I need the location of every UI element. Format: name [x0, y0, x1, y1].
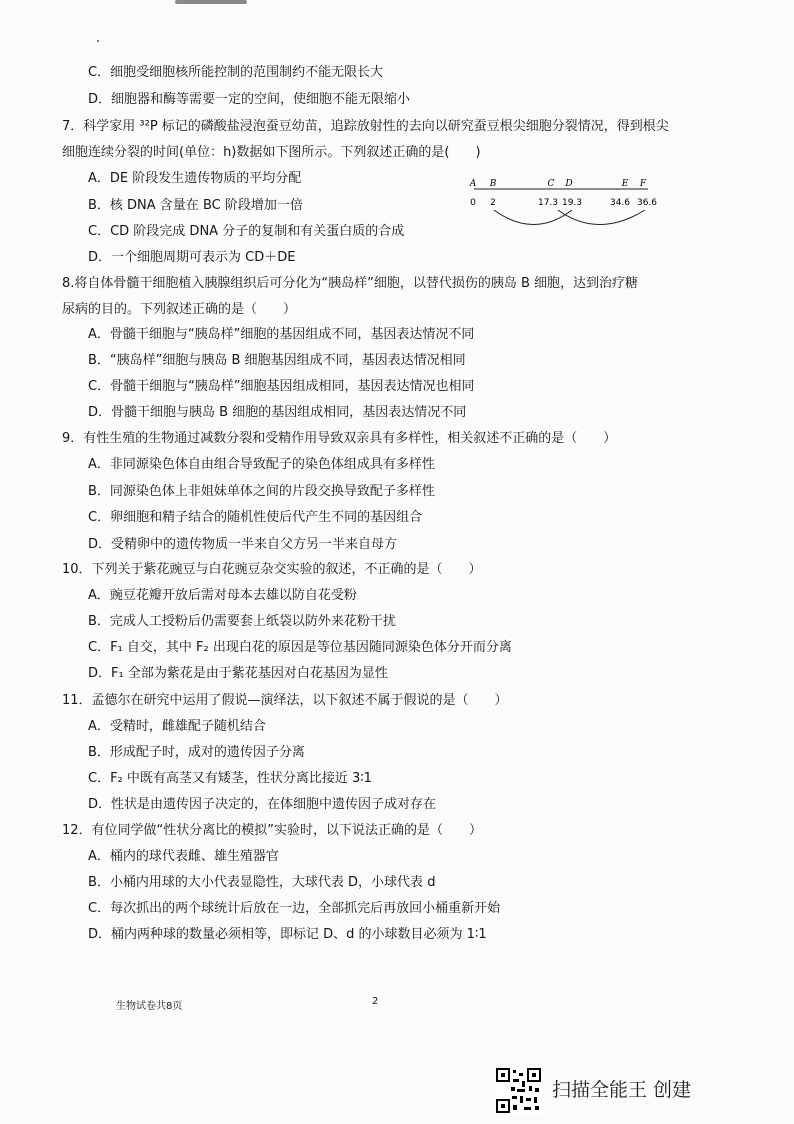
question-6-option-c: C．细胞受细胞核所能控制的范围制约不能无限长大 — [88, 65, 384, 80]
question-11-option-a: A．受精时，雌雄配子随机结合 — [88, 719, 266, 734]
question-7-option-c: C．CD 阶段完成 DNA 分子的复制和有关蛋白质的合成 — [88, 224, 405, 239]
question-9-stem: 9．有性生殖的生物通过减数分裂和受精作用导致双亲具有多样性，相关叙述不正确的是（ ） — [62, 431, 617, 446]
question-9-option-c: C．卵细胞和精子结合的随机性使后代产生不同的基因组合 — [88, 510, 423, 525]
question-7-stem-line-1: 7．科学家用 ³²P 标记的磷酸盐浸泡蚕豆幼苗，追踪放射性的去向以研究蚕豆根尖细胞分裂情况，得到根尖 — [62, 119, 669, 134]
question-8-option-a: A．骨髓干细胞与“胰岛样”细胞的基因组成不同，基因表达情况不同 — [88, 327, 475, 342]
question-11-option-c: C．F₂ 中既有高茎又有矮茎，性状分离比接近 3∶1 — [88, 771, 372, 786]
question-8-stem-line-2: 尿病的目的。下列叙述正确的是（ ） — [62, 302, 297, 317]
scan-mark — [175, 0, 247, 4]
timeline-number-36-6: 36.6 — [636, 198, 658, 208]
footer-subject-pages: 生物试卷共8页 — [116, 1001, 183, 1012]
question-10-option-b: B．完成人工授粉后仍需要套上纸袋以防外来花粉干扰 — [88, 614, 396, 629]
question-8-option-c: C．骨髓干细胞与“胰岛样”细胞基因组成相同，基因表达情况也相同 — [88, 379, 475, 394]
question-11-stem: 11．孟德尔在研究中运用了假说—演绎法，以下叙述不属于假说的是（ ） — [62, 693, 508, 708]
question-10-option-a: A．豌豆花瓣开放后需对母本去雄以防自花受粉 — [88, 588, 357, 603]
question-7-option-a: A．DE 阶段发生遗传物质的平均分配 — [88, 171, 302, 186]
question-12-option-d: D．桶内两种球的数量必须相等，即标记 D、d 的小球数目必须为 1∶1 — [88, 927, 487, 942]
question-8-option-b: B．“胰岛样”细胞与胰岛 B 细胞基因组成不同，基因表达情况相同 — [88, 353, 466, 368]
question-12-option-a: A．桶内的球代表雌、雄生殖器官 — [88, 849, 279, 864]
question-8-option-d: D．骨髓干细胞与胰岛 B 细胞的基因组成相同，基因表达情况不同 — [88, 405, 467, 420]
question-12-option-c: C．每次抓出的两个球统计后放在一边，全部抓完后再放回小桶重新开始 — [88, 901, 501, 916]
timeline-number-2: 2 — [490, 198, 496, 208]
timeline-number-0: 0 — [470, 198, 476, 208]
page-number: 2 — [372, 996, 379, 1007]
question-8-stem-line-1: 8.将自体骨髓干细胞植入胰腺组织后可分化为“胰岛样”细胞，以替代损伤的胰岛 B 细胞，达到治疗糖 — [62, 276, 639, 291]
timeline-letter-d: D — [565, 179, 573, 189]
question-6-option-d: D．细胞器和酶等需要一定的空间，使细胞不能无限缩小 — [88, 92, 411, 107]
question-11-option-d: D．性状是由遗传因子决定的，在体细胞中遗传因子成对存在 — [88, 797, 437, 812]
question-10-stem: 10．下列关于紫花豌豆与白花豌豆杂交实验的叙述，不正确的是（ ） — [62, 562, 482, 577]
scanner-brand-text: 扫描全能王 创建 — [552, 1079, 692, 1101]
timeline-letter-c: C — [547, 179, 555, 189]
qr-code-icon — [495, 1067, 542, 1114]
timeline-letter-a: A — [469, 179, 477, 189]
question-12-option-b: B．小桶内用球的大小代表显隐性，大球代表 D，小球代表 d — [88, 875, 436, 890]
scan-dot — [97, 40, 99, 42]
timeline-letter-e: E — [621, 179, 629, 189]
question-12-stem: 12．有位同学做“性状分离比的模拟”实验时，以下说法正确的是（ ） — [62, 823, 483, 838]
question-7-option-b: B．核 DNA 含量在 BC 阶段增加一倍 — [88, 198, 303, 213]
timeline-number-17-3: 17.3 — [537, 198, 559, 208]
timeline-letter-b: B — [489, 179, 497, 189]
timeline-number-19-3: 19.3 — [561, 198, 583, 208]
timeline-number-34-6: 34.6 — [609, 198, 631, 208]
timeline-letter-f: F — [639, 179, 647, 189]
question-7-option-d: D．一个细胞周期可表示为 CD＋DE — [88, 250, 296, 265]
question-7-stem-line-2: 细胞连续分裂的时间(单位：h)数据如下图所示。下列叙述正确的是( ) — [62, 145, 481, 160]
question-10-option-c: C．F₁ 自交，其中 F₂ 出现白花的原因是等位基因随同源染色体分开而分离 — [88, 640, 512, 655]
question-11-option-b: B．形成配子时，成对的遗传因子分离 — [88, 745, 305, 760]
question-10-option-d: D．F₁ 全部为紫花是由于紫花基因对白花基因为显性 — [88, 666, 388, 681]
cell-cycle-timeline-diagram — [466, 177, 666, 247]
question-9-option-d: D．受精卵中的遗传物质一半来自父方另一半来自母方 — [88, 537, 398, 552]
cell-cycle-arc-2 — [558, 210, 645, 225]
question-9-option-b: B．同源染色体上非姐妹单体之间的片段交换导致配子多样性 — [88, 484, 435, 499]
question-9-option-a: A．非同源染色体自由组合导致配子的染色体组成具有多样性 — [88, 457, 435, 472]
